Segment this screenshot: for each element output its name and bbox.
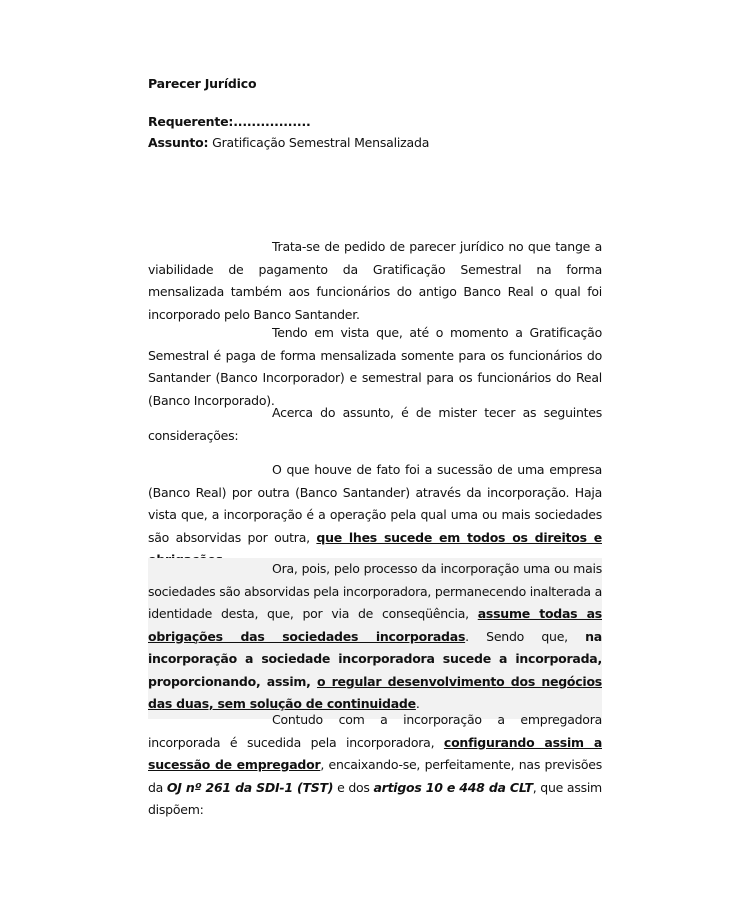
paragraph-5-text: Ora, pois, pelo processo da incorporação uma ou mais sociedades são absorvidas pela incorporadora, permanecendo inalterada a identidade desta, que, por via de conseqüência, [148, 561, 602, 621]
paragraph-1 [148, 236, 602, 326]
paragraph-5-end: . [415, 696, 420, 711]
paragraph-6-text: Contudo com a incorporação a empregadora incorporada é sucedida pela incorporadora, [148, 712, 602, 750]
clt-reference: artigos 10 e 448 da CLT [373, 779, 533, 795]
requerente-line: Requerente:................. [148, 114, 311, 129]
paragraph-5 [148, 558, 602, 719]
assunto-label: Assunto: [148, 135, 209, 150]
document-title: Parecer Jurídico [148, 76, 257, 91]
paragraph-6-text-2: , encaixando-se, perfeitamente, nas previsões da [148, 757, 603, 795]
paragraph-5-emphasis-1: assume todas as obrigações das sociedades incorporadas [148, 606, 602, 644]
paragraph-6-emphasis: configurando assim a sucessão de empregador [148, 734, 602, 772]
paragraph-4-emphasis: que lhes sucede em todos os direitos e [316, 529, 602, 545]
oj-reference: OJ nº 261 da SDI-1 (TST) [166, 779, 334, 795]
paragraph-4-text: O que houve de fato foi a sucessão de uma empresa (Banco Real) por outra (Banco Santander) através da incorporação. Haja vista que, a incorporação é a operação pela qual uma ou mais sociedades são absorvidas por outra, [148, 462, 602, 545]
paragraph-5-emphasis-2: o regular desenvolvimento dos negócios das duas, sem solução de continuidade [148, 673, 602, 711]
paragraph-2 [148, 322, 602, 412]
paragraph-3 [148, 402, 602, 447]
paragraph-6-end: , que assim dispõem: [148, 779, 602, 817]
paragraph-5-text-2: . Sendo que, [465, 628, 586, 644]
paragraph-2-text: Tendo em vista que, até o momento a Gratificação Semestral é paga de forma mensalizada somente para os funcionários do Santander (Banco Incorporador) e semestral para os funcionários do Real (Banco Incorporado). [148, 325, 602, 408]
paragraph-6 [148, 709, 602, 822]
assunto-value: Gratificação Semestral Mensalizada [208, 135, 430, 150]
paragraph-1-text: Trata-se de pedido de parecer jurídico no que tange a viabilidade de pagamento da Gratificação Semestral na forma mensalizada também aos funcionários do antigo Banco Real o qual foi incorporado pelo Banco Santander. [148, 239, 602, 322]
paragraph-3-text: Acerca do assunto, é de mister tecer as seguintes considerações: [148, 405, 602, 443]
paragraph-5-bold: na incorporação a sociedade incorporadora sucede a incorporada, proporcionando, assim, [148, 628, 602, 689]
assunto-line [148, 135, 429, 150]
paragraph-6-text-3: e dos [333, 779, 374, 795]
paragraph-4 [148, 459, 602, 572]
